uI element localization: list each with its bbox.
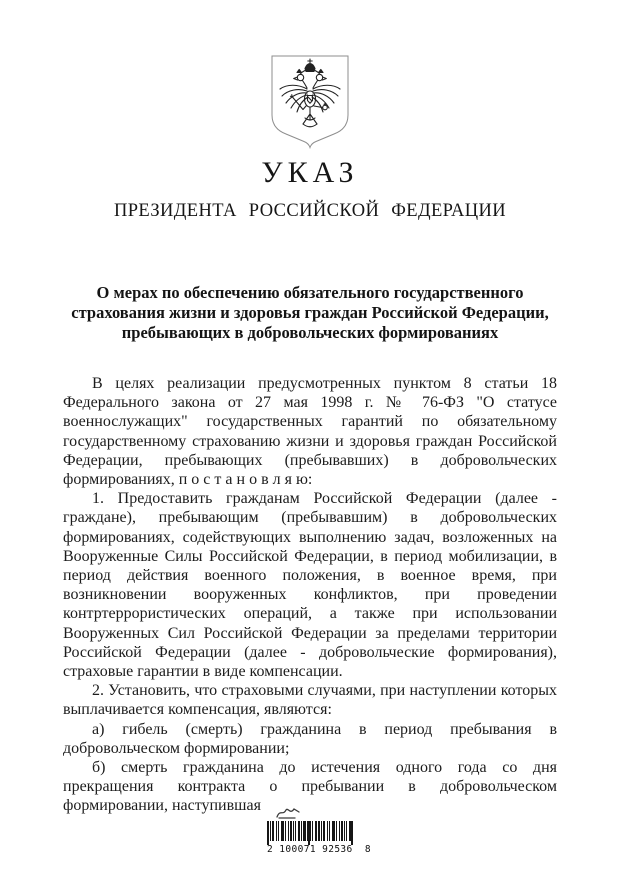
barcode-digits: 2 100071 92536 8 (267, 844, 372, 855)
barcode (267, 821, 353, 845)
paragraph-item-2: 2. Установить, что страховыми случаями, при наступлении которых выплачивается компенсация, являются: (63, 682, 557, 719)
document-issuer: ПРЕЗИДЕНТА РОССИЙСКОЙ ФЕДЕРАЦИИ (113, 201, 507, 221)
paragraph-item-1: 1. Предоставить гражданам Российской Федерации (далее - граждане), пребывающим (пребывавшим) в добровольческих формированиях, содействующих выполнению задач, возложенных на Вооруженные Силы Российской Федерации, в период мобилизации, в период действия военного положения, в военное время, при возникновении вооруженных конфликтов, при проведении контртеррористических операций, а также при использовании Вооруженных Сил Российской Федерации за пределами территории Российской Федерации (далее - добровольческие формирования), страховые гарантии в виде компенсации. (63, 490, 557, 681)
coat-of-arms (270, 54, 350, 149)
document-title-line-3: пребывающих в добровольческих формированиях (121, 323, 499, 342)
double-headed-eagle-icon (270, 54, 350, 149)
document-title-line-1: О мерах по обеспечению обязательного государственного (96, 283, 524, 302)
document-title-line-2: страхования жизни и здоровья граждан Российской Федерации, (71, 303, 549, 322)
paragraph-item-2b: б) смерть гражданина до истечения одного года со дня прекращения контракта о пребывании в добровольческом формировании, наступившая (63, 759, 557, 815)
document-title (30, 283, 590, 343)
document-body (63, 374, 557, 816)
paragraph-item-2a: а) гибель (смерть) гражданина в период пребывания в добровольческом формировании; (63, 720, 557, 757)
ink-mark-icon (275, 806, 301, 820)
barcode-block (267, 806, 372, 855)
document-kind-title: УКАЗ (261, 156, 359, 189)
paragraph-preamble: В целях реализации предусмотренных пунктом 8 статьи 18 Федерального закона от 27 мая 1998 г. № 76-ФЗ "О статусе военнослужащих" государственных гарантий по обязательному государственному страхованию жизни и здоровья граждан Российской Федерации, пребывающих (пребывавших) в добровольческих формированиях, п о с т а н о в л я ю: (63, 375, 557, 489)
